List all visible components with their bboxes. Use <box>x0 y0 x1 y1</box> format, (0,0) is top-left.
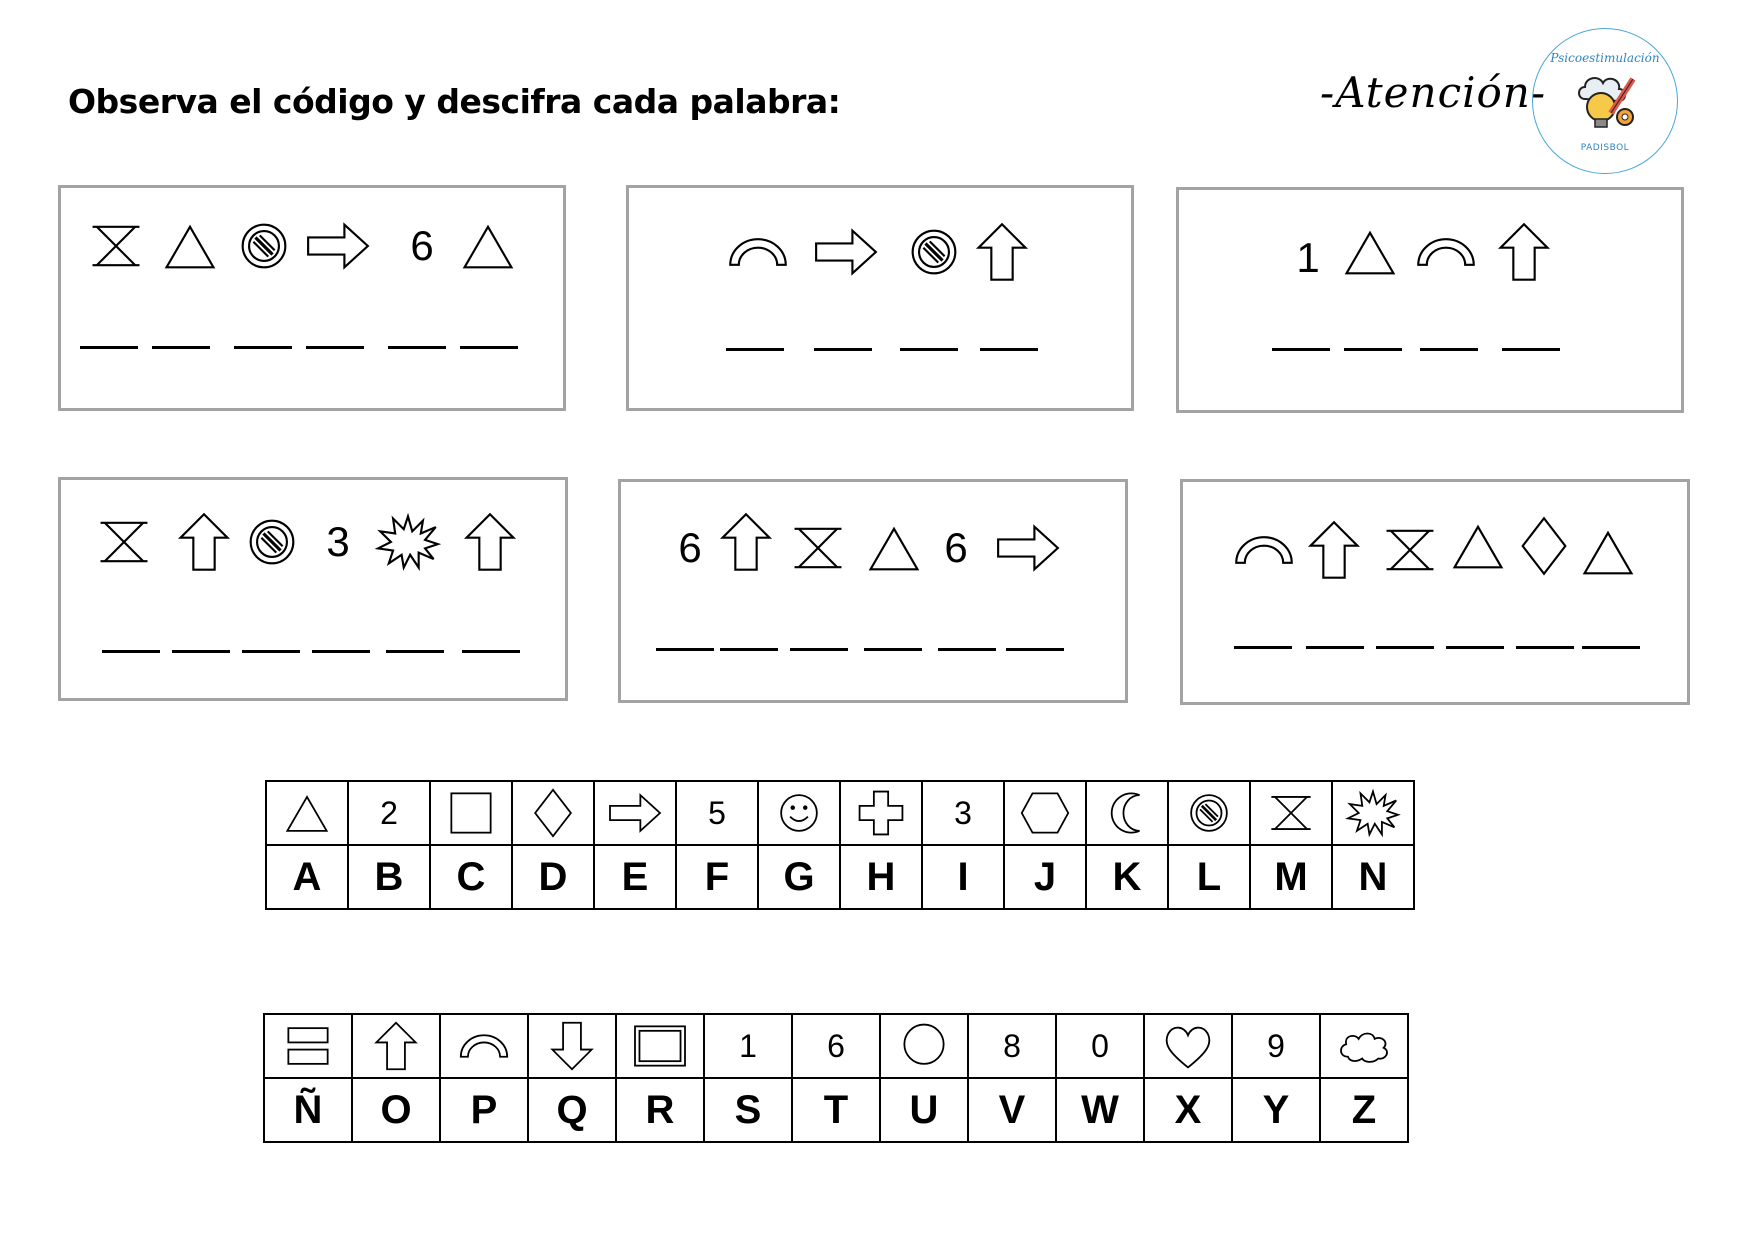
logo-bottom-text: PADISBOL <box>1580 143 1630 153</box>
key-letter: U <box>880 1078 968 1142</box>
key-letter: R <box>616 1078 704 1142</box>
arch-icon <box>726 222 790 282</box>
key-symbol-arch-icon <box>440 1014 528 1078</box>
answer-blank[interactable] <box>1306 646 1364 649</box>
answer-blank[interactable] <box>388 346 446 349</box>
key-letter: G <box>758 845 840 909</box>
page-subtitle: -Atención- <box>1320 68 1547 117</box>
key-letter: C <box>430 845 512 909</box>
answer-blank[interactable] <box>900 348 958 351</box>
answer-blank[interactable] <box>864 648 922 651</box>
key-symbol-circle-icon <box>880 1014 968 1078</box>
key-number: 3 <box>922 781 1004 845</box>
key-symbol-triangle-icon <box>266 781 348 845</box>
key-symbol-diamond-icon <box>512 781 594 845</box>
puzzle-number: 6 <box>944 524 968 571</box>
key-symbol-double-square-icon <box>616 1014 704 1078</box>
page-title: Observa el código y descifra cada palabra: <box>68 82 841 121</box>
answer-blank[interactable] <box>720 648 778 651</box>
key-letter: Z <box>1320 1078 1408 1142</box>
hourglass-icon <box>786 518 850 578</box>
hourglass-icon <box>84 216 148 276</box>
puzzle-number: 6 <box>410 222 434 269</box>
puzzle-number: 6 <box>678 524 702 571</box>
key-letter: I <box>922 845 1004 909</box>
arrow-right-icon <box>996 518 1060 578</box>
answer-blank[interactable] <box>460 346 518 349</box>
key-letter: T <box>792 1078 880 1142</box>
no-sign-icon <box>232 216 296 276</box>
cipher-key-row-1 <box>265 780 1415 910</box>
answer-blank[interactable] <box>234 346 292 349</box>
key-symbol-cloud-icon <box>1320 1014 1408 1078</box>
key-number: 9 <box>1232 1014 1320 1078</box>
key-symbol-starburst-icon <box>1332 781 1414 845</box>
no-sign-icon <box>902 222 966 282</box>
hourglass-icon <box>92 512 156 572</box>
key-symbol-no-sign-icon <box>1168 781 1250 845</box>
key-symbol-arrow-up-icon <box>352 1014 440 1078</box>
answer-blank[interactable] <box>980 348 1038 351</box>
cipher-key-row-2 <box>263 1013 1409 1143</box>
key-letter: S <box>704 1078 792 1142</box>
key-letter: V <box>968 1078 1056 1142</box>
answer-blank[interactable] <box>1376 646 1434 649</box>
key-letter: J <box>1004 845 1086 909</box>
arch-icon <box>1414 222 1478 282</box>
puzzle-box-2 <box>626 185 1134 411</box>
answer-blank[interactable] <box>1234 646 1292 649</box>
key-letter: Y <box>1232 1078 1320 1142</box>
key-number: 5 <box>676 781 758 845</box>
arch-icon <box>1232 520 1296 580</box>
hourglass-icon <box>1378 520 1442 580</box>
puzzle-box-3 <box>1176 187 1684 413</box>
key-letter: E <box>594 845 676 909</box>
triangle-icon <box>862 518 926 578</box>
key-symbol-square-icon <box>430 781 512 845</box>
key-letter: D <box>512 845 594 909</box>
key-symbol-hexagon-icon <box>1004 781 1086 845</box>
triangle-icon <box>1446 516 1510 576</box>
key-letter: N <box>1332 845 1414 909</box>
answer-blank[interactable] <box>242 650 300 653</box>
starburst-icon <box>376 512 440 572</box>
brain-gear-icon <box>1571 69 1641 135</box>
answer-blank[interactable] <box>1502 348 1560 351</box>
answer-blank[interactable] <box>1516 646 1574 649</box>
key-letter: W <box>1056 1078 1144 1142</box>
puzzle-box-4 <box>58 477 568 701</box>
key-letter: M <box>1250 845 1332 909</box>
key-letter: Ñ <box>264 1078 352 1142</box>
answer-blank[interactable] <box>1272 348 1330 351</box>
arrow-right-icon <box>306 216 370 276</box>
arrow-up-icon <box>458 512 522 572</box>
no-sign-icon <box>240 512 304 572</box>
answer-blank[interactable] <box>938 648 996 651</box>
puzzle-box-6 <box>1180 479 1690 705</box>
triangle-icon <box>1576 522 1640 582</box>
key-number: 8 <box>968 1014 1056 1078</box>
answer-blank[interactable] <box>152 346 210 349</box>
answer-blank[interactable] <box>1582 646 1640 649</box>
key-letter: O <box>352 1078 440 1142</box>
key-number: 2 <box>348 781 430 845</box>
key-letter: P <box>440 1078 528 1142</box>
key-symbol-hourglass-icon <box>1250 781 1332 845</box>
answer-blank[interactable] <box>1420 348 1478 351</box>
key-letter: Q <box>528 1078 616 1142</box>
arrow-up-icon <box>1302 520 1366 580</box>
puzzle-box-5 <box>618 479 1128 703</box>
answer-blank[interactable] <box>1344 348 1402 351</box>
key-symbol-smiley-icon <box>758 781 840 845</box>
answer-blank[interactable] <box>80 346 138 349</box>
key-symbol-double-bar-icon <box>264 1014 352 1078</box>
key-letter: X <box>1144 1078 1232 1142</box>
key-letter: H <box>840 845 922 909</box>
arrow-up-icon <box>172 512 236 572</box>
triangle-icon <box>456 216 520 276</box>
answer-blank[interactable] <box>814 348 872 351</box>
answer-blank[interactable] <box>306 346 364 349</box>
arrow-up-icon <box>970 222 1034 282</box>
key-letter: A <box>266 845 348 909</box>
triangle-icon <box>158 216 222 276</box>
key-symbol-heart-icon <box>1144 1014 1232 1078</box>
arrow-up-icon <box>714 512 778 572</box>
logo-top-text: Psicoestimulación <box>1550 51 1660 65</box>
key-number: 1 <box>704 1014 792 1078</box>
key-symbol-moon-icon <box>1086 781 1168 845</box>
key-letter: B <box>348 845 430 909</box>
answer-blank[interactable] <box>726 348 784 351</box>
answer-blank[interactable] <box>1446 646 1504 649</box>
puzzle-number: 1 <box>1296 234 1320 281</box>
answer-blank[interactable] <box>102 650 160 653</box>
puzzle-number: 3 <box>326 518 350 565</box>
triangle-icon <box>1338 222 1402 282</box>
key-symbol-arrow-right-icon <box>594 781 676 845</box>
key-letter: K <box>1086 845 1168 909</box>
diamond-icon <box>1512 516 1576 576</box>
logo <box>1532 28 1678 174</box>
key-letter: F <box>676 845 758 909</box>
key-number: 0 <box>1056 1014 1144 1078</box>
key-symbol-arrow-down-icon <box>528 1014 616 1078</box>
answer-blank[interactable] <box>1006 648 1064 651</box>
answer-blank[interactable] <box>172 650 230 653</box>
answer-blank[interactable] <box>386 650 444 653</box>
answer-blank[interactable] <box>656 648 714 651</box>
answer-blank[interactable] <box>790 648 848 651</box>
key-letter: L <box>1168 845 1250 909</box>
key-symbol-cross-icon <box>840 781 922 845</box>
key-number: 6 <box>792 1014 880 1078</box>
arrow-right-icon <box>814 222 878 282</box>
arrow-up-icon <box>1492 222 1556 282</box>
answer-blank[interactable] <box>462 650 520 653</box>
answer-blank[interactable] <box>312 650 370 653</box>
